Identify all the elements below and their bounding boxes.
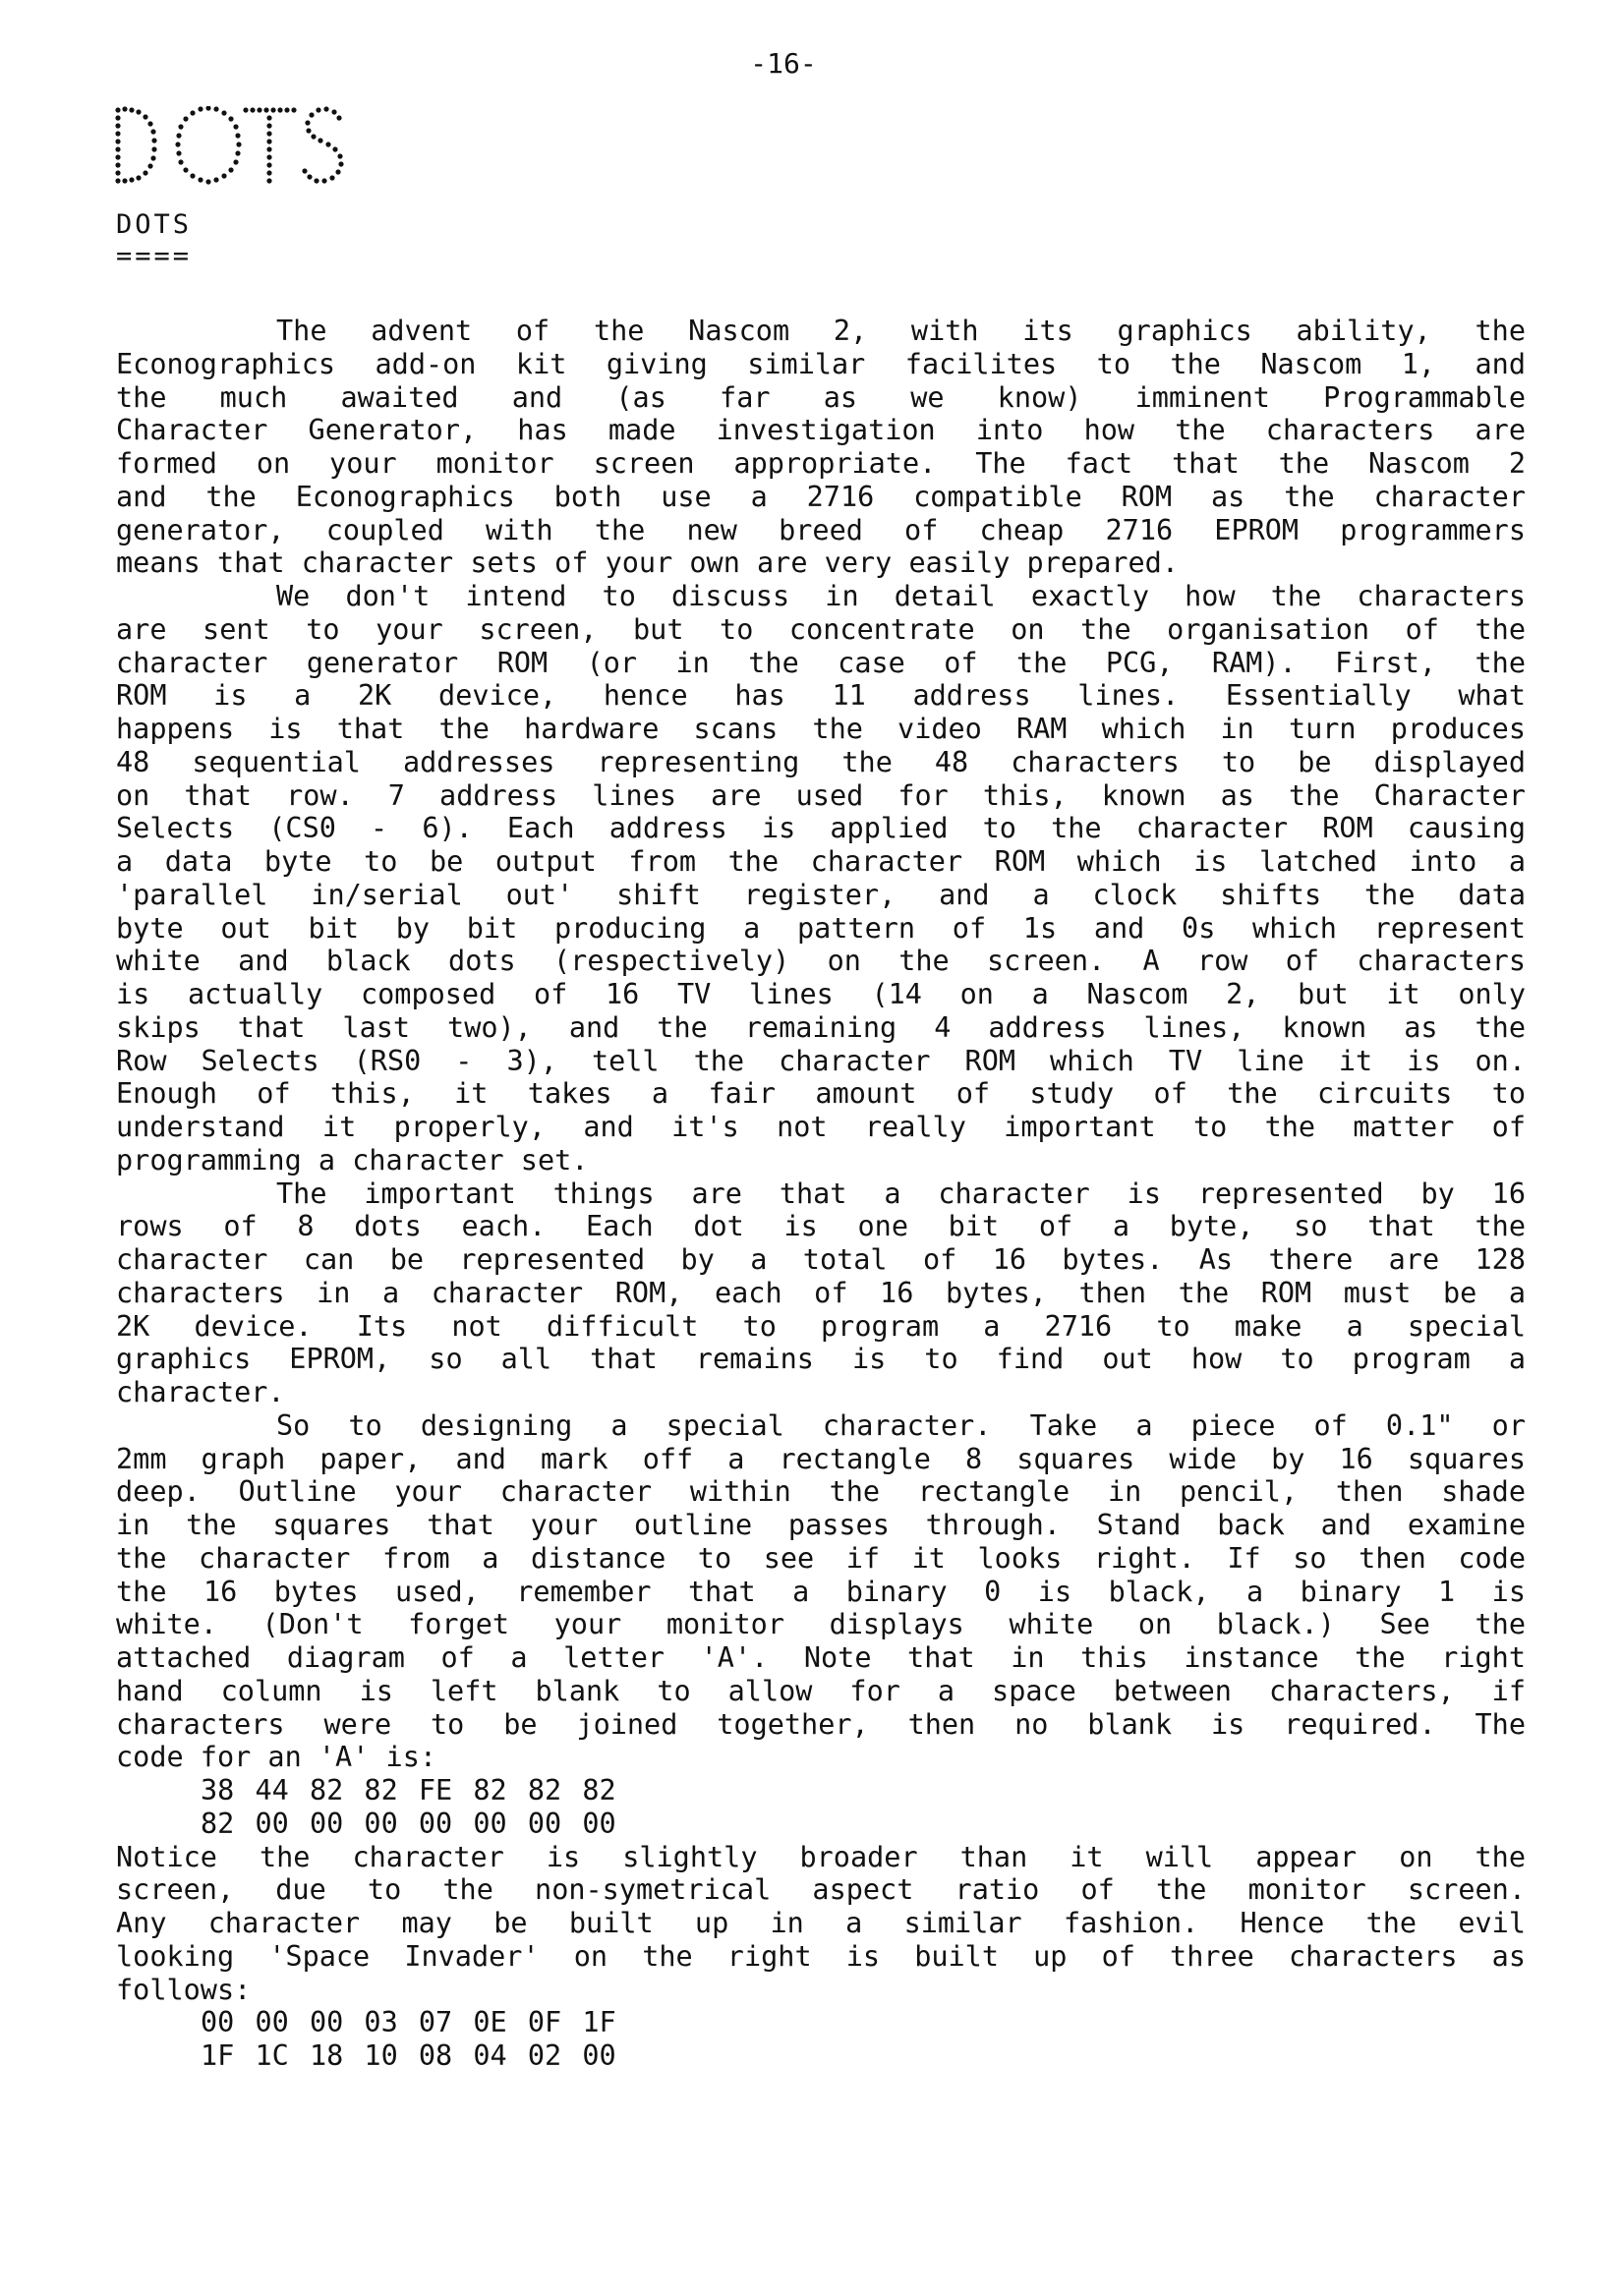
text-line: Notice the character is slightly broader than it will appear on the xyxy=(116,1840,1526,1873)
hex-code-line: 00 00 00 03 07 0E 0F 1F xyxy=(201,2006,616,2039)
text-line: deep. Outline your character within the rectangle in pencil, then shade xyxy=(116,1475,1526,1509)
paragraph-notice xyxy=(116,1841,1526,2007)
section-title-underline: ==== xyxy=(116,241,193,271)
text-line: Any character may be built up in a similar fashion. Hence the evil xyxy=(116,1907,1526,1939)
text-line: in the squares that your outline passes through. Stand back and examine xyxy=(116,1509,1526,1541)
hex-code-line: 82 00 00 00 00 00 00 00 xyxy=(201,1807,616,1840)
dotted-dots-logo xyxy=(114,106,350,195)
text-line: screen, due to the non-symetrical aspect ratio of the monitor screen. xyxy=(116,1873,1526,1907)
text-line: follows: xyxy=(116,1973,252,2006)
hex-code-letter-a xyxy=(116,1774,1526,1841)
paragraph-rom-organisation xyxy=(116,580,1526,1177)
text-line: white and black dots (respectively) on the screen. A row of characters xyxy=(116,945,1526,978)
text-line: Row Selects (RS0 - 3), tell the character ROM which TV line it is on. xyxy=(116,1044,1526,1077)
text-line: are sent to your screen, but to concentrate on the organisation of the xyxy=(116,612,1526,646)
text-line: white. (Don't forget your monitor displays white on black.) See the xyxy=(116,1608,1526,1641)
text-line: character. xyxy=(116,1376,285,1408)
text-line: Enough of this, it takes a fair amount of study of the circuits to xyxy=(116,1077,1526,1111)
text-line: on that row. 7 address lines are used for this, known as the Character xyxy=(116,778,1526,812)
text-line: formed on your monitor screen appropriate. The fact that the Nascom 2 xyxy=(116,447,1526,480)
text-line: the much awaited and (as far as we know) imminent Programmable xyxy=(116,380,1526,414)
text-line: Econographics add-on kit giving similar facilites to the Nascom 1, and xyxy=(116,347,1526,380)
text-line: 2K device. Its not difficult to program a 2716 to make a special xyxy=(116,1309,1526,1343)
text-line: characters in a character ROM, each of 16 bytes, then the ROM must be a xyxy=(116,1276,1526,1309)
text-line: skips that last two), and the remaining 4 address lines, known as the xyxy=(116,1010,1526,1044)
page-number: -16- xyxy=(750,47,817,80)
text-line: rows of 8 dots each. Each dot is one bit of a byte, so that the xyxy=(116,1210,1526,1243)
text-line: 48 sequential addresses representing the 48 characters to be displayed xyxy=(116,745,1526,778)
text-line: code for an 'A' is: xyxy=(116,1741,437,1774)
text-line: character can be represented by a total of 16 bytes. As there are 128 xyxy=(116,1243,1526,1276)
section-title: DOTS xyxy=(116,209,193,240)
text-line: generator, coupled with the new breed of cheap 2716 EPROM programmers xyxy=(116,513,1526,546)
text-line: 'parallel in/serial out' shift register, and a clock shifts the data xyxy=(116,878,1526,911)
text-line: characters were to be joined together, then no blank is required. The xyxy=(116,1707,1526,1741)
text-line: The advent of the Nascom 2, with its graphics ability, the xyxy=(276,315,1526,347)
hex-code-line: 1F 1C 18 10 08 04 02 00 xyxy=(201,2039,616,2072)
text-line: understand it properly, and it's not really important to the matter of xyxy=(116,1111,1526,1143)
text-line: the character from a distance to see if it looks right. If so then code xyxy=(116,1541,1526,1575)
text-line: happens is that the hardware scans the video RAM which in turn produces xyxy=(116,713,1526,745)
text-line: So to designing a special character. Take a piece of 0.1" or xyxy=(276,1408,1526,1442)
paragraph-important-things xyxy=(116,1177,1526,1409)
paragraph-intro xyxy=(116,315,1526,580)
text-line: looking 'Space Invader' on the right is built up of three characters as xyxy=(116,1939,1526,1973)
hex-code-space-invader xyxy=(116,2006,1526,2073)
hex-code-line: 38 44 82 82 FE 82 82 82 xyxy=(201,1774,616,1807)
article-body xyxy=(116,315,1526,2073)
text-line: character generator ROM (or in the case of the PCG, RAM). First, the xyxy=(116,646,1526,679)
text-line: Selects (CS0 - 6). Each address is applied to the character ROM causing xyxy=(116,812,1526,845)
paragraph-designing xyxy=(116,1409,1526,1774)
text-line: graphics EPROM, so all that remains is to find out how to program a xyxy=(116,1343,1526,1376)
text-line: ROM is a 2K device, hence has 11 address lines. Essentially what xyxy=(116,679,1526,713)
text-line: programming a character set. xyxy=(116,1143,589,1177)
text-line: is actually composed of 16 TV lines (14 on a Nascom 2, but it only xyxy=(116,978,1526,1010)
text-line: a data byte to be output from the character ROM which is latched into a xyxy=(116,845,1526,878)
text-line: We don't intend to discuss in detail exactly how the characters xyxy=(276,580,1526,612)
text-line: byte out bit by bit producing a pattern of 1s and 0s which represent xyxy=(116,911,1526,945)
text-line: 2mm graph paper, and mark off a rectangle 8 squares wide by 16 squares xyxy=(116,1442,1526,1475)
text-line: and the Econographics both use a 2716 compatible ROM as the character xyxy=(116,480,1526,513)
text-line: attached diagram of a letter 'A'. Note that in this instance the right xyxy=(116,1641,1526,1674)
text-line: hand column is left blank to allow for a space between characters, if xyxy=(116,1674,1526,1707)
text-line: Character Generator, has made investigation into how the characters are xyxy=(116,414,1526,447)
text-line: means that character sets of your own are very easily prepared. xyxy=(116,546,1179,580)
text-line: the 16 bytes used, remember that a binary 0 is black, a binary 1 is xyxy=(116,1575,1526,1608)
text-line: The important things are that a character is represented by 16 xyxy=(276,1177,1526,1210)
